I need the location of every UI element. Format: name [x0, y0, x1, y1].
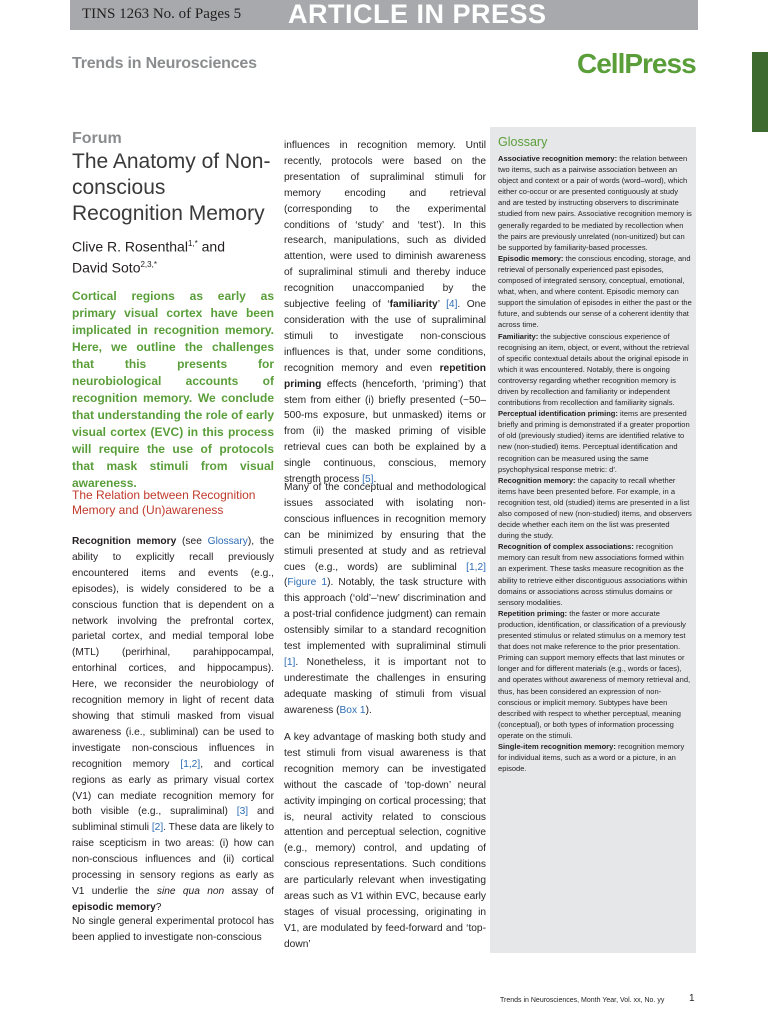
text-run: . — [373, 474, 377, 486]
glossary-entry — [498, 408, 692, 475]
text-run: and subliminal stimuli — [72, 806, 275, 834]
paragraph: No single general experimental protocol has been applied to investigate non-conscious — [72, 916, 274, 943]
article-status-banner — [70, 0, 698, 30]
paragraph — [284, 480, 486, 719]
side-tab-marker — [752, 52, 768, 132]
figure-link[interactable]: Figure 1 — [287, 577, 328, 589]
glossary-entry-term: Repetition priming: — [498, 608, 568, 618]
glossary-entry-definition: recognition memory can result from new associations formed within an experiment. These tasks measure recognition as the ability to retrieve either discontiguous associations within domains or associations across stimulus domains or sensory modalities. — [498, 542, 688, 607]
text-run: ). Notably, the task structure with this approach (‘old’–‘new’ discrimination and a post-trial confidence judgment) can remain ostensibly similar to a standard recognition test implemented with supraliminal stimuli — [284, 577, 487, 653]
text-run: ’ — [437, 299, 447, 311]
author-affiliation: 2,3,* — [140, 259, 157, 269]
italic-phrase: sine qua non — [156, 885, 225, 897]
article-title: The Anatomy of Non-conscious Recognition Memory — [72, 150, 271, 225]
box-link[interactable]: Box 1 — [339, 704, 366, 716]
glossary-box — [490, 127, 696, 953]
text-run: ). — [365, 704, 372, 716]
glossary-entry-definition: recognition memory for individual items, such as a word or a picture, in an episode. — [498, 741, 685, 774]
text-run: ( — [284, 577, 288, 589]
author-conjunction: and — [197, 238, 225, 255]
glossary-term: repetition priming — [284, 362, 486, 390]
author-name: David Soto — [72, 259, 141, 276]
publisher-logo: CellPress — [577, 48, 696, 79]
glossary-term: Recognition memory — [72, 536, 177, 547]
glossary-entry-definition: items are presented briefly and priming is demonstrated if a greater proportion of old (previously studied) items are identified relative to new (non-studied) items. Perceptual identification and recognition can be measured using the same psychophysical response metric: d′. — [498, 409, 690, 474]
citation-link[interactable]: [3] — [236, 806, 249, 818]
glossary-entry — [498, 741, 692, 774]
glossary-entry-term: Single-item recognition memory: — [498, 741, 616, 751]
glossary-entry — [498, 541, 692, 608]
text-run: influences in recognition memory. Until recently, protocols were based on the presentation of supraliminal stimuli for memory encoding and retrieval (corresponding to the experimental conditions of ‘study’ and ‘test’). In this research, manipulations, such as divided attention, were used to diminish awareness of supraliminal stimuli and thereby induce recognition unaccompanied by the subjective feeling of ‘ — [284, 140, 486, 311]
section-heading: The Relation between Recognition Memory and (Un)awareness — [72, 488, 256, 517]
glossary-entry-term: Associative recognition memory: — [498, 154, 618, 163]
paragraph: A key advantage of masking both study and test stimuli from visual awareness is that recognition memory can be investigated without the cascade of ‘top-down’ neural activity impinging on cortical processing; that is, neural activity related to conscious attention and perceptual selection, cognitive (e.g., memory) control, and updating of conscious representations. Such conditions are particularly relevant when investigating areas such as V1 within EVC, because early stages of visual processing, originating in V1, are modulated by feed-forward and ‘top-down’ — [284, 732, 486, 950]
glossary-entry-definition: the faster or more accurate production, identification, or classification of a previously presented stimulus or related stimulus on a memory test that does not make reference to the prior presentation. Priming can support memory effects that last minutes or longer and for different materials (e.g., words or faces), and operates without awareness of memory retrieval and, thus, has been considered an expression of non-conscious or implicit memory. Subtypes have been described with respect to whether perceptual, meaning (conceptual), or both types of information processing operate on the stimuli. — [498, 608, 691, 740]
glossary-entry — [498, 253, 692, 331]
glossary-entry-definition: the conscious encoding, storage, and retrieval of personally experienced past episodes, composed of integrated sensory, conceptual, emotional, what, when, and where content. Episodic memory can support the simulation of episodes in either the past or the future, and subtends our sense of a coherent identity that across time. — [498, 253, 692, 330]
glossary-title: Glossary — [498, 135, 548, 149]
text-run: . Nonetheless, it is important not to underestimate the challenges in ensuring adequate masking of stimuli from visual awareness ( — [284, 656, 486, 716]
text-run: . One consideration with the use of supraliminal stimuli to investigate non-conscious influences is that, under some conditions, recognition memory and even — [284, 299, 487, 374]
citation-link[interactable]: [1,2] — [466, 561, 486, 573]
citation-link[interactable]: [4] — [446, 299, 458, 311]
glossary-entry-term: Perceptual identification priming: — [498, 409, 618, 419]
author-list — [72, 235, 282, 276]
glossary-entry-term: Recognition of complex associations: — [498, 542, 634, 552]
glossary-entry — [498, 608, 692, 741]
author-name: Clive R. Rosenthal — [72, 238, 188, 255]
citation-link[interactable]: [1] — [284, 656, 296, 668]
glossary-entry-definition: the subjective conscious experience of recognising an item, object, or event, without the retrieval of specific contextual details about the original episode in which it was encountered. Notably, there is ongoing controversy regarding whether recognition memory is driven by recollection and familiarity or independent contributions from recollection and familiarity signals. — [498, 331, 689, 408]
citation-link[interactable]: [5] — [362, 474, 374, 486]
paragraph — [284, 138, 486, 488]
glossary-entries — [498, 153, 692, 774]
glossary-entry-definition: the relation between two items, such as a pairwise association between an object and context or a pair of words (word–word), which either co-occur or are presented contiguously at study and are tested by instructing observers to discriminate studied from new pairs. Associative recognition memory is generally regarded to be mediated by recollection when the pairs are previously unrelated (non-unitized) but can be supported by familiarity-based processes. — [498, 154, 692, 252]
glossary-entry-term: Recognition memory: — [498, 475, 576, 485]
abstract: Cortical regions as early as primary visual cortex have been implicated in recognition memory. Here, we outline the challenges that this presents for neurobiological accounts of recognition memory. We conclude that understanding the role of early visual cortex (EVC) in this process will require the use of protocols that mask stimuli from visual awareness. — [72, 289, 274, 490]
journal-name: Trends in Neurosciences — [72, 55, 257, 72]
glossary-term: familiarity — [389, 299, 438, 311]
glossary-entry — [498, 153, 692, 253]
author-affiliation: 1,* — [187, 239, 198, 248]
text-run: , and cortical regions as early as primary visual cortex (V1) can mediate recognition memory for both visible (e.g., supraliminal) — [72, 758, 274, 818]
glossary-entry-term: Episodic memory: — [498, 253, 564, 263]
text-run: effects (henceforth, ‘priming’) that stem from either (i) briefly presented (~50–500-ms exposure, but unmasked) items or from (ii) the masked priming of visible retrieval cues can both be explained by a single continuous, conscious, memory strength process — [284, 378, 486, 486]
text-run: (see — [176, 536, 208, 547]
glossary-entry — [498, 475, 692, 542]
text-run: assay of — [224, 885, 274, 897]
glossary-link[interactable]: Glossary — [207, 536, 248, 547]
text-run: Many of the conceptual and methodological issues associated with isolating non-conscious influences in recognition memory can be minimized by ensuring that the stimuli presented at study and as retrieval cues (e.g., words) are subliminal — [284, 482, 486, 573]
footer-citation: Trends in Neurosciences, Month Year, Vol. xx, No. yy — [500, 997, 665, 1004]
article-in-press-label: ARTICLE IN PRESS — [288, 0, 547, 29]
section-label: Forum — [72, 130, 122, 147]
glossary-entry-term: Familiarity: — [498, 331, 539, 341]
glossary-term: episodic memory — [72, 901, 156, 913]
glossary-entry-definition: the capacity to recall whether items have been presented before. For example, in a recognition test, old (studied) items are presented in a list also composed of new (non-studied) items, and observers decide whether each item on the list was presented during the study. — [498, 475, 692, 541]
text-run: ? — [155, 901, 162, 913]
manuscript-id: TINS 1263 No. of Pages 5 — [82, 6, 242, 22]
paragraph — [72, 534, 274, 916]
citation-link[interactable]: [2] — [151, 822, 164, 834]
glossary-entry — [498, 331, 692, 409]
text-run: ), the ability to explicitly recall previously encountered items and events (e.g., episodes), is widely considered to be a conscious function that is dependent on a network involving the prefrontal cortex, parietal cortex, and medial temporal lobe (MTL) (perirhinal, parahippocampal, entorhinal cortices, and hippocampus). Here, we reconsider the neurobiology of recognition memory in light of recent data showing that stimuli masked from visual awareness (i.e., subliminal) can be used to investigate non-conscious influences in recognition memory — [72, 536, 275, 770]
text-run: . These data are likely to raise scepticism in two areas: (i) how can non-conscious influences and (ii) cortical processing in sensory regions as early as V1 underlie the — [72, 822, 274, 897]
citation-link[interactable]: [1,2] — [180, 758, 201, 770]
page-number: 1 — [689, 993, 695, 1004]
